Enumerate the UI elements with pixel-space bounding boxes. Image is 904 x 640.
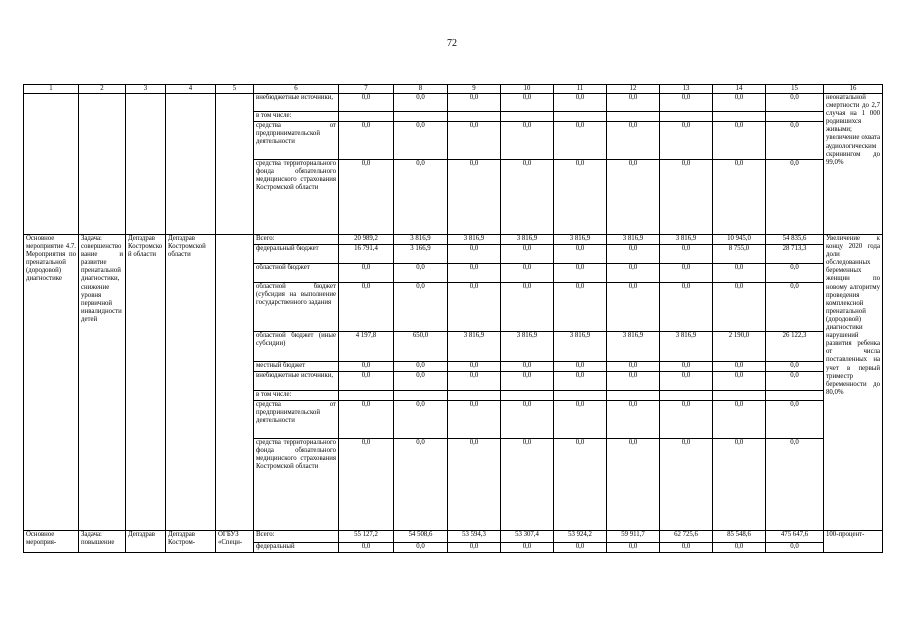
source-label: внебюджетные источники, [254, 372, 339, 391]
value-cell: 0,0 [501, 401, 554, 439]
value-cell: 0,0 [607, 160, 660, 235]
value-cell: 0,0 [394, 160, 448, 235]
value-cell: 0,0 [607, 94, 660, 112]
value-cell: 0,0 [660, 122, 713, 160]
value-cell [766, 112, 824, 122]
value-cell: 3 816,9 [501, 332, 554, 362]
value-cell: 3 816,9 [448, 332, 501, 362]
value-cell: 3 816,9 [448, 235, 501, 245]
value-cell [713, 391, 766, 401]
value-cell: 0,0 [394, 543, 448, 553]
coexecutor-cell: Депздрав Костром- [166, 531, 216, 553]
value-cell: 62 725,6 [660, 531, 713, 543]
value-cell: 0,0 [554, 264, 607, 283]
value-cell: 0,0 [607, 439, 660, 531]
measure-cell: Основное мероприятие 4.7. Мероприятия по пренатальной (дородовой) диагностике [24, 235, 79, 531]
column-number-1: 1 [24, 85, 79, 94]
value-cell: 0,0 [339, 94, 394, 112]
value-cell [607, 112, 660, 122]
value-cell: 475 647,6 [766, 531, 824, 543]
value-cell: 3 816,9 [660, 332, 713, 362]
result-cell: 100-процент- [824, 531, 883, 553]
value-cell: 3 816,9 [554, 235, 607, 245]
value-cell: 0,0 [448, 401, 501, 439]
value-cell: 4 197,8 [339, 332, 394, 362]
value-cell: 0,0 [554, 543, 607, 553]
task-cell: Задача: совершенствование и развитие пренатальной диагностики, снижение уровня первичной инвалидности детей [79, 235, 126, 531]
value-cell: 0,0 [554, 439, 607, 531]
column-number-7: 7 [339, 85, 394, 94]
value-cell: 0,0 [660, 160, 713, 235]
value-cell: 54 835,6 [766, 235, 824, 245]
value-cell: 0,0 [660, 264, 713, 283]
value-cell: 0,0 [394, 283, 448, 332]
participant-cell [216, 94, 254, 235]
value-cell: 0,0 [501, 543, 554, 553]
value-cell: 0,0 [713, 543, 766, 553]
coexecutor-cell: Депздрав Костромской области [166, 235, 216, 531]
value-cell: 0,0 [554, 122, 607, 160]
value-cell: 0,0 [394, 94, 448, 112]
value-cell: 0,0 [394, 122, 448, 160]
source-label: средства территориального фонда обязательного медицинского страхования Костромской области [254, 439, 339, 531]
value-cell [501, 112, 554, 122]
value-cell: 0,0 [448, 543, 501, 553]
source-label: средства от предпринимательской деятельности [254, 122, 339, 160]
value-cell: 0,0 [713, 439, 766, 531]
value-cell: 0,0 [713, 362, 766, 372]
value-cell: 0,0 [554, 401, 607, 439]
value-cell: 0,0 [660, 439, 713, 531]
coexecutor-cell [166, 94, 216, 235]
participant-cell: ОГБУЗ «Специ- [216, 531, 254, 553]
value-cell: 20 989,2 [339, 235, 394, 245]
value-cell: 0,0 [501, 362, 554, 372]
value-cell: 0,0 [554, 362, 607, 372]
value-cell [660, 391, 713, 401]
value-cell: 0,0 [501, 439, 554, 531]
value-cell: 3 816,9 [501, 235, 554, 245]
value-cell: 0,0 [713, 94, 766, 112]
result-cell: Увеличение к концу 2020 года доли обследованных беременных женщин по новому алгоритму проведения комплексной пренатальной (дородовой) диагностики нарушений развития ребенка от числа поставленных на учет в первый триместр беременности до 80,0% [824, 235, 883, 531]
value-cell: 0,0 [660, 245, 713, 264]
budget-table [23, 84, 883, 553]
value-cell: 0,0 [713, 264, 766, 283]
value-cell: 0,0 [339, 543, 394, 553]
value-cell: 0,0 [501, 94, 554, 112]
value-cell: 0,0 [448, 362, 501, 372]
participant-cell [216, 235, 254, 531]
executor-cell: Депздрав Костромской области [126, 235, 166, 531]
column-number-3: 3 [126, 85, 166, 94]
value-cell: 3 816,9 [660, 235, 713, 245]
column-number-9: 9 [448, 85, 501, 94]
executor-cell: Депздрав [126, 531, 166, 553]
value-cell: 0,0 [660, 362, 713, 372]
block_c-row-0 [24, 531, 883, 543]
source-label: областной бюджет (иные субсидии) [254, 332, 339, 362]
value-cell [501, 391, 554, 401]
value-cell: 0,0 [448, 122, 501, 160]
value-cell [339, 112, 394, 122]
value-cell: 85 548,6 [713, 531, 766, 543]
value-cell: 0,0 [448, 439, 501, 531]
value-cell: 0,0 [554, 245, 607, 264]
value-cell: 0,0 [554, 372, 607, 391]
column-number-6: 6 [254, 85, 339, 94]
task-cell: Задача: повышение [79, 531, 126, 553]
column-number-4: 4 [166, 85, 216, 94]
value-cell: 0,0 [448, 160, 501, 235]
value-cell: 0,0 [607, 264, 660, 283]
source-label: Всего: [254, 531, 339, 543]
value-cell: 0,0 [339, 362, 394, 372]
value-cell: 28 713,3 [766, 245, 824, 264]
value-cell [766, 391, 824, 401]
value-cell: 0,0 [766, 94, 824, 112]
value-cell: 53 594,3 [448, 531, 501, 543]
source-label: местный бюджет [254, 362, 339, 372]
value-cell: 0,0 [766, 362, 824, 372]
value-cell: 3 816,9 [394, 235, 448, 245]
value-cell [554, 391, 607, 401]
value-cell: 55 127,2 [339, 531, 394, 543]
page-number: 72 [447, 38, 457, 49]
column-number-row [24, 85, 883, 94]
value-cell [394, 112, 448, 122]
value-cell: 0,0 [766, 122, 824, 160]
executor-cell [126, 94, 166, 235]
column-number-14: 14 [713, 85, 766, 94]
value-cell: 16 791,4 [339, 245, 394, 264]
source-label: в том числе: [254, 112, 339, 122]
value-cell: 0,0 [766, 264, 824, 283]
value-cell: 0,0 [339, 122, 394, 160]
value-cell [339, 391, 394, 401]
value-cell: 0,0 [501, 372, 554, 391]
value-cell: 3 816,9 [607, 332, 660, 362]
value-cell: 8 755,0 [713, 245, 766, 264]
value-cell: 0,0 [501, 122, 554, 160]
value-cell: 0,0 [501, 160, 554, 235]
value-cell: 0,0 [607, 245, 660, 264]
value-cell: 0,0 [660, 372, 713, 391]
value-cell: 0,0 [766, 543, 824, 553]
value-cell [448, 112, 501, 122]
value-cell: 0,0 [448, 283, 501, 332]
value-cell: 0,0 [607, 122, 660, 160]
value-cell: 2 190,0 [713, 332, 766, 362]
value-cell: 0,0 [713, 372, 766, 391]
value-cell: 0,0 [554, 94, 607, 112]
value-cell [394, 391, 448, 401]
value-cell: 0,0 [448, 372, 501, 391]
column-number-11: 11 [554, 85, 607, 94]
column-number-8: 8 [394, 85, 448, 94]
value-cell: 0,0 [554, 283, 607, 332]
value-cell: 0,0 [766, 283, 824, 332]
task-cell [79, 94, 126, 235]
source-label: средства территориального фонда обязательного медицинского страхования Костромской области [254, 160, 339, 235]
value-cell: 53 924,2 [554, 531, 607, 543]
value-cell: 0,0 [713, 122, 766, 160]
value-cell: 3 166,9 [394, 245, 448, 264]
value-cell: 0,0 [766, 372, 824, 391]
value-cell: 0,0 [501, 245, 554, 264]
result-cell: неонатальной смертности до 2,7 случая на 1 000 родившихся живыми; увеличение охвата аудиологическим скринингом до 99,0% [824, 94, 883, 235]
value-cell: 10 945,0 [713, 235, 766, 245]
value-cell: 0,0 [660, 94, 713, 112]
value-cell: 0,0 [660, 401, 713, 439]
value-cell: 54 508,6 [394, 531, 448, 543]
block_a-row-0 [24, 94, 883, 112]
value-cell: 0,0 [339, 283, 394, 332]
value-cell: 3 816,9 [607, 235, 660, 245]
value-cell: 0,0 [607, 372, 660, 391]
value-cell: 0,0 [394, 439, 448, 531]
column-number-12: 12 [607, 85, 660, 94]
value-cell: 3 816,9 [554, 332, 607, 362]
value-cell: 0,0 [766, 401, 824, 439]
value-cell: 650,0 [394, 332, 448, 362]
source-label: федеральный бюджет [254, 245, 339, 264]
value-cell: 0,0 [448, 94, 501, 112]
value-cell: 0,0 [660, 543, 713, 553]
value-cell: 0,0 [394, 362, 448, 372]
measure-cell: Основное мероприя- [24, 531, 79, 553]
source-label: средства от предпринимательской деятельности [254, 401, 339, 439]
value-cell: 0,0 [339, 372, 394, 391]
value-cell: 0,0 [713, 160, 766, 235]
value-cell: 0,0 [339, 439, 394, 531]
source-label: областной бюджет [254, 264, 339, 283]
value-cell: 26 122,3 [766, 332, 824, 362]
measure-cell [24, 94, 79, 235]
value-cell: 0,0 [394, 264, 448, 283]
value-cell: 0,0 [339, 264, 394, 283]
value-cell: 0,0 [607, 401, 660, 439]
value-cell: 0,0 [448, 264, 501, 283]
value-cell: 0,0 [554, 160, 607, 235]
value-cell: 0,0 [501, 283, 554, 332]
value-cell: 0,0 [339, 160, 394, 235]
column-number-10: 10 [501, 85, 554, 94]
value-cell [660, 112, 713, 122]
value-cell [607, 391, 660, 401]
value-cell [448, 391, 501, 401]
column-number-5: 5 [216, 85, 254, 94]
value-cell: 0,0 [766, 439, 824, 531]
value-cell: 0,0 [607, 283, 660, 332]
column-number-2: 2 [79, 85, 126, 94]
value-cell: 0,0 [660, 283, 713, 332]
value-cell: 53 307,4 [501, 531, 554, 543]
source-label: областной бюджет (субсидия на выполнение государственного задания [254, 283, 339, 332]
value-cell: 0,0 [607, 362, 660, 372]
column-number-16: 16 [824, 85, 883, 94]
value-cell: 0,0 [448, 245, 501, 264]
column-number-13: 13 [660, 85, 713, 94]
value-cell [554, 112, 607, 122]
source-label: Всего: [254, 235, 339, 245]
value-cell [713, 112, 766, 122]
block_b-row-0 [24, 235, 883, 245]
value-cell: 0,0 [766, 160, 824, 235]
value-cell: 0,0 [394, 372, 448, 391]
value-cell: 0,0 [713, 401, 766, 439]
column-number-15: 15 [766, 85, 824, 94]
source-label: федеральный [254, 543, 339, 553]
value-cell: 0,0 [501, 264, 554, 283]
value-cell: 59 911,7 [607, 531, 660, 543]
source-label: внебюджетные источники, [254, 94, 339, 112]
source-label: в том числе: [254, 391, 339, 401]
value-cell: 0,0 [607, 543, 660, 553]
value-cell: 0,0 [713, 283, 766, 332]
value-cell: 0,0 [394, 401, 448, 439]
value-cell: 0,0 [339, 401, 394, 439]
